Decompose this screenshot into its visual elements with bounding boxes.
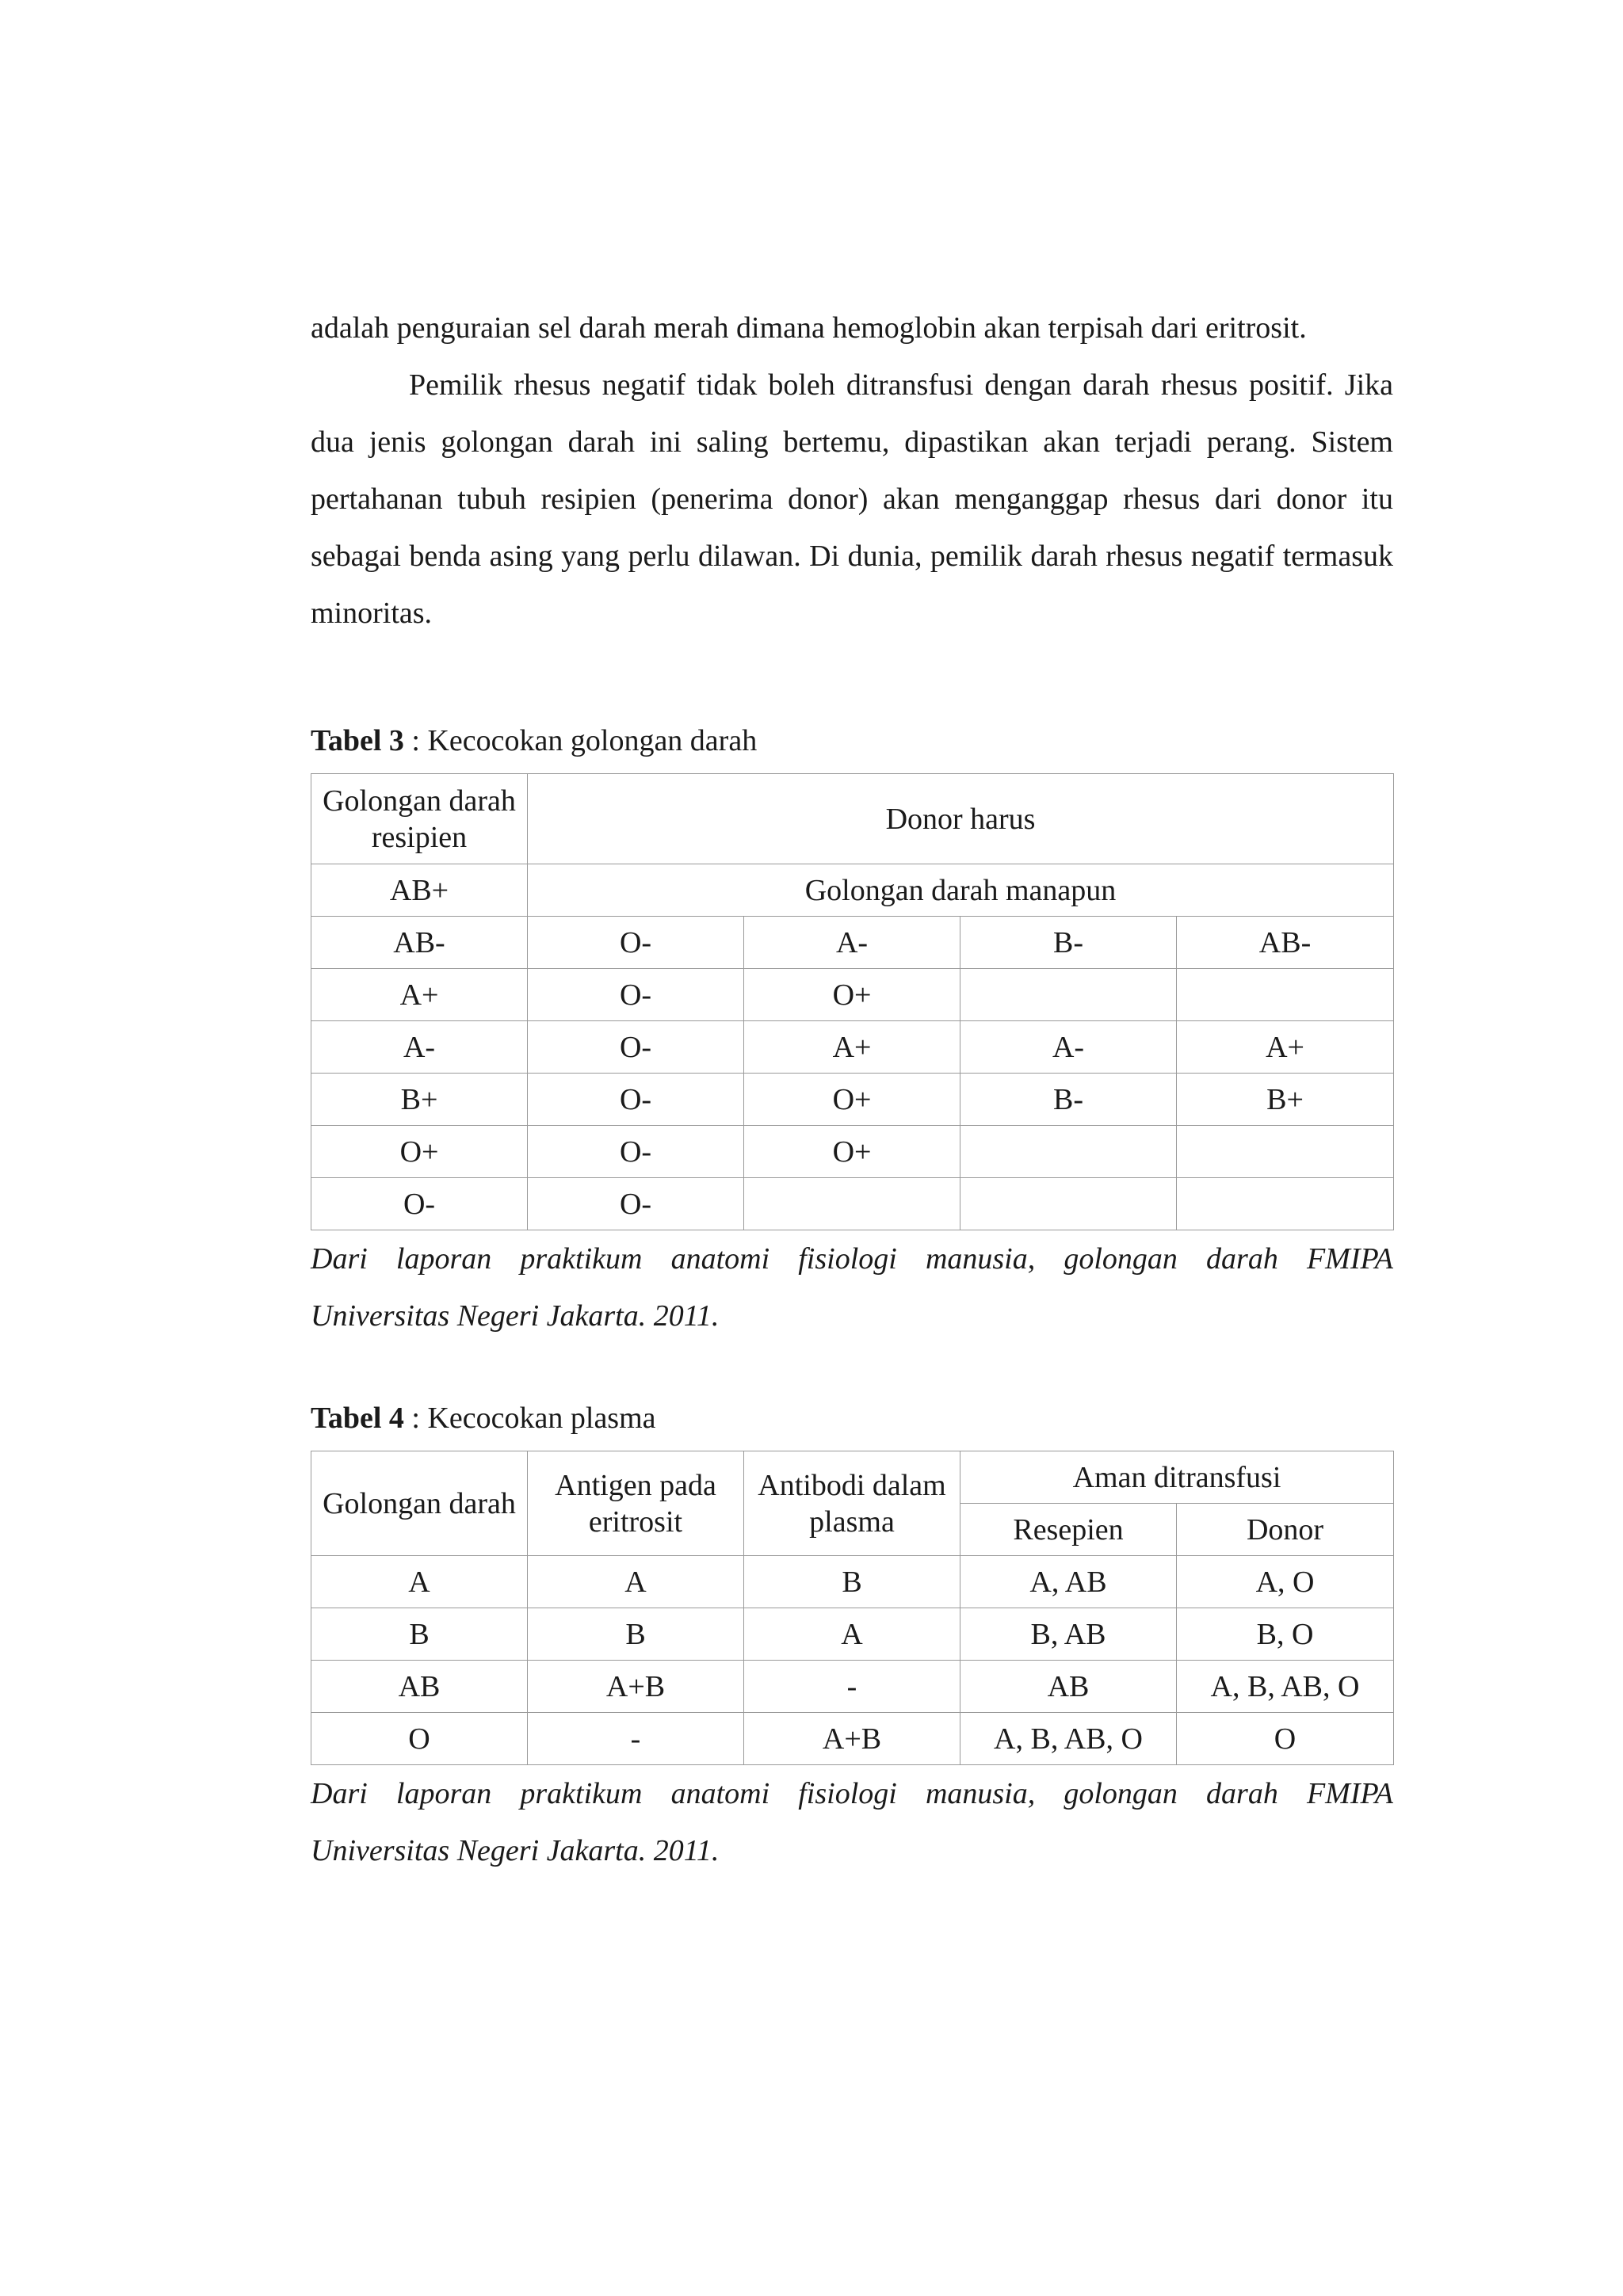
table-cell: A+: [1177, 1021, 1394, 1074]
table-4-header-recipient: Resepien: [960, 1504, 1177, 1556]
table-4-header-antibody: Antibodi dalam plasma: [744, 1451, 960, 1556]
table-cell: O-: [528, 1074, 744, 1126]
table-row: [311, 1608, 1394, 1661]
table-cell: AB: [960, 1661, 1177, 1713]
table-row: [311, 917, 1394, 969]
table-cell: B+: [1177, 1074, 1394, 1126]
table-cell: O-: [528, 1126, 744, 1178]
table-row: [311, 1661, 1394, 1713]
table-cell: A-: [960, 1021, 1177, 1074]
table-row: [311, 864, 1394, 917]
table-row: [311, 1178, 1394, 1230]
table-row: [311, 969, 1394, 1021]
table-cell: A+B: [744, 1713, 960, 1765]
table-3-source-line-2: Universitas Negeri Jakarta. 2011.: [311, 1299, 720, 1333]
table-cell: A-: [311, 1021, 528, 1074]
table-cell: [960, 1126, 1177, 1178]
table-cell: B: [528, 1608, 744, 1661]
table-cell: O-: [528, 1178, 744, 1230]
table-4-header-donor: Donor: [1177, 1504, 1394, 1556]
table-4-source: [311, 1765, 1393, 1879]
table-cell: -: [744, 1661, 960, 1713]
table-cell: B+: [311, 1074, 528, 1126]
table-cell: [1177, 969, 1394, 1021]
table-3: [311, 773, 1394, 1230]
table-cell: A+B: [528, 1661, 744, 1713]
table-cell: O+: [311, 1126, 528, 1178]
table-3-header-donor: Donor harus: [528, 774, 1394, 864]
table-cell: B-: [960, 1074, 1177, 1126]
table-4: [311, 1451, 1394, 1765]
table-cell: B: [744, 1556, 960, 1608]
table-3-header-row: [311, 774, 1394, 864]
table-3-source-line-1: Dari laporan praktikum anatomi fisiologi manusia, golongan darah FMIPA: [311, 1242, 1393, 1276]
table-4-header-antigen: Antigen pada eritrosit: [528, 1451, 744, 1556]
table-3-header-recipient: Golongan darah resipien: [311, 774, 528, 864]
table-cell: AB: [311, 1661, 528, 1713]
table-4-header-row-1: [311, 1451, 1394, 1504]
table-4-title: [311, 1400, 1393, 1436]
table-cell: O+: [744, 1126, 960, 1178]
table-cell: AB+: [311, 864, 528, 917]
table-cell: O-: [311, 1178, 528, 1230]
table-cell: B: [311, 1608, 528, 1661]
table-cell: A, AB: [960, 1556, 1177, 1608]
table-cell: A: [744, 1608, 960, 1661]
table-4-header-safe: Aman ditransfusi: [960, 1451, 1394, 1504]
table-cell: O+: [744, 1074, 960, 1126]
table-cell: O-: [528, 917, 744, 969]
table-cell: A+: [744, 1021, 960, 1074]
table-cell: O: [1177, 1713, 1394, 1765]
table-row: [311, 1074, 1394, 1126]
table-4-source-line-2: Universitas Negeri Jakarta. 2011.: [311, 1834, 720, 1867]
table-row: [311, 1021, 1394, 1074]
table-cell: AB-: [311, 917, 528, 969]
table-cell: -: [528, 1713, 744, 1765]
table-cell: [1177, 1126, 1394, 1178]
table-cell: Golongan darah manapun: [528, 864, 1394, 917]
table-cell: O+: [744, 969, 960, 1021]
table-cell: AB-: [1177, 917, 1394, 969]
paragraph-2: Pemilik rhesus negatif tidak boleh ditransfusi dengan darah rhesus positif. Jika dua jenis golongan darah ini saling bertemu, dipastikan akan terjadi perang. Sistem pertahanan tubuh resipien (penerima donor) akan menganggap rhesus dari donor itu sebagai benda asing yang perlu dilawan. Di dunia, pemilik darah rhesus negatif termasuk minoritas.: [311, 368, 1393, 630]
table-cell: [960, 969, 1177, 1021]
table-cell: A: [528, 1556, 744, 1608]
table-3-caption: : Kecocokan golongan darah: [403, 724, 758, 757]
table-cell: A, O: [1177, 1556, 1394, 1608]
table-cell: [744, 1178, 960, 1230]
table-row: [311, 1556, 1394, 1608]
table-4-label: Tabel 4: [311, 1402, 404, 1435]
table-4-body: [311, 1556, 1394, 1765]
table-cell: B-: [960, 917, 1177, 969]
table-3-label: Tabel 3: [311, 724, 404, 757]
table-cell: A: [311, 1556, 528, 1608]
table-4-source-line-1: Dari laporan praktikum anatomi fisiologi manusia, golongan darah FMIPA: [311, 1777, 1393, 1810]
table-cell: O-: [528, 969, 744, 1021]
table-4-caption: : Kecocokan plasma: [403, 1402, 656, 1435]
table-cell: B, O: [1177, 1608, 1394, 1661]
table-cell: A, B, AB, O: [1177, 1661, 1394, 1713]
table-cell: [1177, 1178, 1394, 1230]
table-cell: A, B, AB, O: [960, 1713, 1177, 1765]
table-3-source: [311, 1230, 1393, 1344]
table-row: [311, 1713, 1394, 1765]
table-cell: [960, 1178, 1177, 1230]
document-page: [311, 299, 1393, 1879]
table-4-header-blood-type: Golongan darah: [311, 1451, 528, 1556]
paragraph-1: adalah penguraian sel darah merah dimana hemoglobin akan terpisah dari eritrosit.: [311, 311, 1307, 345]
table-cell: B, AB: [960, 1608, 1177, 1661]
table-cell: O-: [528, 1021, 744, 1074]
table-row: [311, 1126, 1394, 1178]
table-cell: A-: [744, 917, 960, 969]
table-3-body: [311, 917, 1394, 1230]
table-3-title: [311, 723, 1393, 759]
table-cell: A+: [311, 969, 528, 1021]
table-cell: O: [311, 1713, 528, 1765]
